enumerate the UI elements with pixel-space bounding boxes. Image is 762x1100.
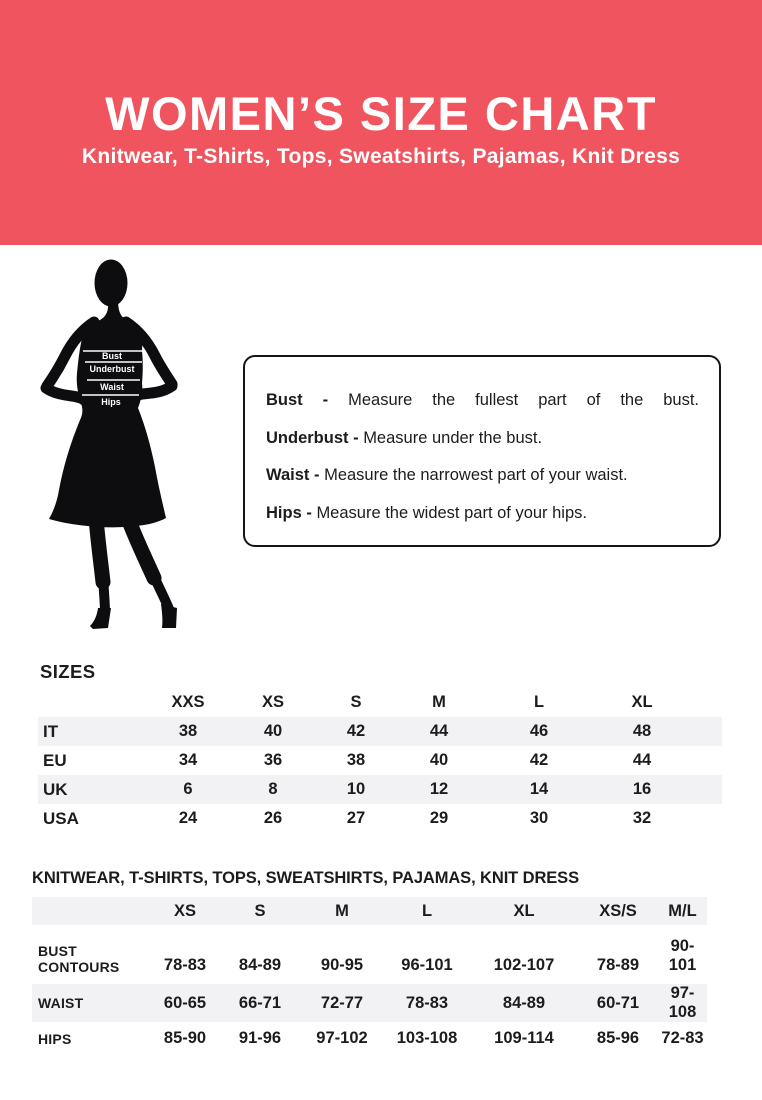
page-subtitle: Knitwear, T-Shirts, Tops, Sweatshirts, Pajamas, Knit Dress bbox=[81, 145, 681, 168]
sizes-col-header: XXS bbox=[171, 693, 205, 711]
measure-cell: 60-71 bbox=[578, 984, 658, 1022]
instruction-bust bbox=[266, 382, 699, 420]
instruction-bust-term: Bust - bbox=[266, 391, 329, 409]
measure-cell: 90-101 bbox=[668, 937, 697, 974]
sizes-col-header: L bbox=[533, 693, 545, 711]
figure-underbust-label: Underbust bbox=[89, 364, 135, 374]
size-cell: 6 bbox=[146, 775, 230, 804]
size-cell: 14 bbox=[482, 775, 596, 804]
sizes-row-it bbox=[38, 717, 722, 746]
instruction-underbust-term: Underbust - bbox=[266, 428, 359, 447]
garment-header-row bbox=[32, 897, 707, 925]
sizes-col-header: S bbox=[350, 693, 362, 711]
measure-cell: 84-89 bbox=[238, 956, 282, 974]
measure-cell: 90-95 bbox=[320, 956, 364, 974]
measure-cell: 85-90 bbox=[163, 1029, 207, 1047]
measure-cell: 78-83 bbox=[384, 984, 470, 1022]
row-label: IT bbox=[38, 717, 146, 746]
sizes-col-header: M bbox=[432, 693, 446, 711]
garment-section-title: KNITWEAR, T-SHIRTS, TOPS, SWEATSHIRTS, PAJAMAS, KNIT DRESS bbox=[32, 869, 579, 887]
size-cell: 27 bbox=[346, 809, 366, 827]
measure-cell: 91-96 bbox=[238, 1029, 282, 1047]
instruction-underbust bbox=[266, 420, 699, 458]
measure-cell: 66-71 bbox=[220, 984, 300, 1022]
size-cell: 30 bbox=[529, 809, 549, 827]
measure-cell: 102-107 bbox=[493, 956, 555, 974]
size-cell: 42 bbox=[529, 751, 549, 769]
measure-cell: 78-83 bbox=[163, 956, 207, 974]
size-cell: 38 bbox=[146, 717, 230, 746]
instruction-underbust-text: Measure under the bust. bbox=[363, 428, 543, 447]
size-cell: 10 bbox=[316, 775, 396, 804]
instruction-hips-term: Hips - bbox=[266, 503, 312, 522]
page-title: WOMEN’S SIZE CHART bbox=[105, 87, 657, 140]
figure-waist-label: Waist bbox=[100, 382, 124, 392]
measure-cell: 97-108 bbox=[658, 984, 707, 1022]
instruction-waist-term: Waist - bbox=[266, 466, 320, 484]
size-cell: 48 bbox=[596, 717, 688, 746]
size-cell: 40 bbox=[230, 717, 316, 746]
row-label: USA bbox=[43, 808, 79, 828]
instruction-hips bbox=[266, 495, 699, 533]
figure-hips-label: Hips bbox=[101, 397, 121, 407]
sizes-row-uk bbox=[38, 775, 722, 804]
sizes-section-title: SIZES bbox=[40, 661, 96, 682]
garment-col-header: S bbox=[220, 897, 300, 925]
garment-col-header: M bbox=[300, 897, 384, 925]
size-cell: 12 bbox=[396, 775, 482, 804]
sizes-row-eu bbox=[38, 746, 722, 775]
size-cell: 24 bbox=[178, 809, 198, 827]
measurement-figure bbox=[30, 256, 230, 636]
sizes-table bbox=[38, 688, 722, 833]
woman-silhouette-icon bbox=[30, 256, 230, 636]
measure-cell: 96-101 bbox=[401, 956, 453, 974]
garment-row-bust-contours bbox=[32, 925, 707, 984]
instruction-waist bbox=[266, 457, 699, 495]
sizes-row-usa bbox=[38, 804, 722, 833]
measure-cell: 109-114 bbox=[494, 1029, 554, 1047]
size-cell: 8 bbox=[230, 775, 316, 804]
size-cell: 32 bbox=[632, 809, 652, 827]
row-label: HIPS bbox=[38, 1030, 72, 1047]
row-label: UK bbox=[38, 775, 146, 804]
sizes-corner-cell bbox=[38, 688, 146, 717]
measure-cell: 103-108 bbox=[396, 1029, 458, 1047]
row-label: WAIST bbox=[32, 984, 150, 1022]
measure-cell: 72-77 bbox=[300, 984, 384, 1022]
size-cell: 16 bbox=[596, 775, 688, 804]
spacer-cell bbox=[688, 775, 722, 804]
instruction-hips-text: Measure the widest part of your hips. bbox=[316, 503, 587, 522]
spacer-cell bbox=[688, 746, 722, 775]
garment-col-header: L bbox=[384, 897, 470, 925]
measure-cell: 97-102 bbox=[316, 1029, 368, 1047]
sizes-col-header: XS bbox=[261, 693, 284, 711]
garment-col-header: XS bbox=[150, 897, 220, 925]
spacer-cell bbox=[688, 688, 722, 717]
measurement-instructions-box bbox=[243, 355, 721, 547]
spacer-cell bbox=[688, 804, 722, 833]
garment-corner-cell bbox=[32, 897, 150, 925]
garment-col-header: XL bbox=[470, 897, 578, 925]
instruction-bust-text: Measure the fullest part of the bust. bbox=[348, 391, 699, 409]
row-label: BUST CONTOURS bbox=[38, 943, 120, 975]
measure-cell: 85-96 bbox=[596, 1029, 640, 1047]
header-banner bbox=[0, 0, 762, 245]
garment-col-header: M/L bbox=[658, 897, 707, 925]
garment-row-hips bbox=[32, 1022, 707, 1055]
instruction-waist-text: Measure the narrowest part of your waist. bbox=[324, 466, 628, 484]
measure-cell: 84-89 bbox=[470, 984, 578, 1022]
figure-bust-label: Bust bbox=[102, 351, 122, 361]
measure-cell: 60-65 bbox=[150, 984, 220, 1022]
row-label: EU bbox=[43, 750, 67, 770]
size-cell: 44 bbox=[632, 751, 652, 769]
sizes-col-header: XL bbox=[631, 693, 653, 711]
garment-row-waist bbox=[32, 984, 707, 1022]
garment-col-header: XS/S bbox=[578, 897, 658, 925]
size-cell: 34 bbox=[178, 751, 198, 769]
size-cell: 36 bbox=[263, 751, 283, 769]
size-cell: 44 bbox=[396, 717, 482, 746]
spacer-cell bbox=[688, 717, 722, 746]
size-cell: 42 bbox=[316, 717, 396, 746]
measure-cell: 72-83 bbox=[661, 1029, 704, 1047]
size-cell: 40 bbox=[429, 751, 449, 769]
size-cell: 26 bbox=[263, 809, 283, 827]
sizes-header-row bbox=[38, 688, 722, 717]
garment-table bbox=[32, 897, 707, 1055]
size-cell: 38 bbox=[346, 751, 366, 769]
measure-cell: 78-89 bbox=[596, 956, 640, 974]
size-cell: 46 bbox=[482, 717, 596, 746]
size-cell: 29 bbox=[429, 809, 449, 827]
